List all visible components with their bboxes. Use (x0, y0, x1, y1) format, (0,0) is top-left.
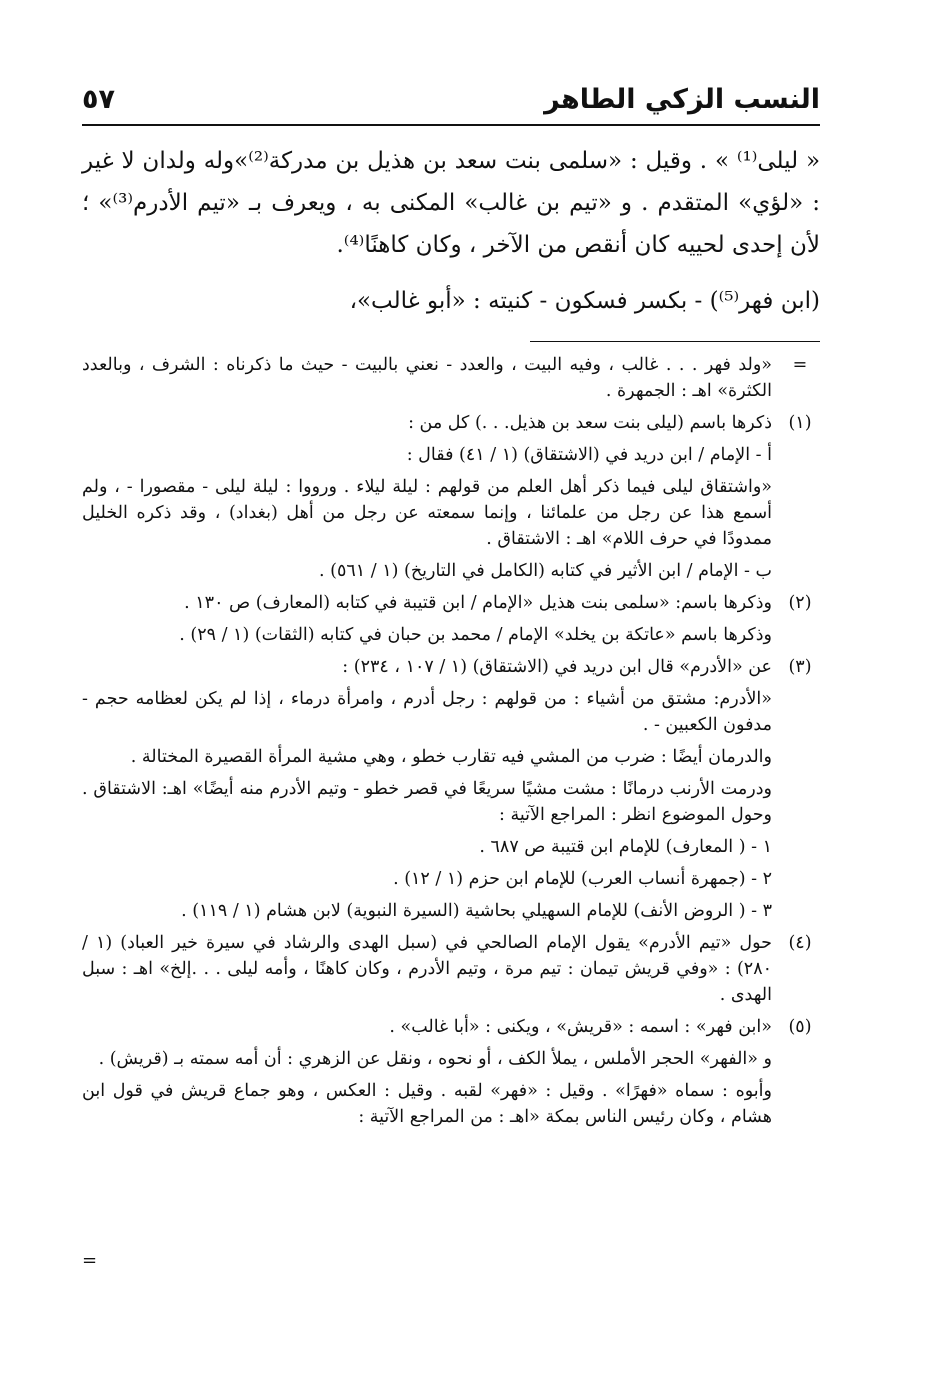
footnote-marker: (٥) (788, 1017, 812, 1037)
footnote-3 (82, 654, 820, 924)
footnote-continuation (82, 352, 820, 404)
main-paragraph-ibn-fihr: (ابن فهر⁽⁵⁾) - بكسر فسكون - كنيته : «أبو غالب»، (349, 288, 820, 314)
footnote-line: و «الفهر» الحجر الأملس ، يملأ الكف ، أو نحوه ، ونقل عن الزهري : أن أمه سمته بـ (قريش) . (98, 1049, 772, 1069)
footnote-marker: (١) (788, 413, 812, 433)
footnote-line: أ - الإمام / ابن دريد في (الاشتقاق) (١ / ٤١) فقال : (406, 445, 772, 465)
footnote-marker: = (792, 355, 808, 375)
footnote-line: والدرمان أيضًا : ضرب من المشي فيه تقارب خطو ، وهي مشية المرأة القصيرة المختالة . (130, 747, 772, 767)
continuation-mark: = (82, 1250, 98, 1271)
footnote-marker: (٢) (788, 593, 812, 613)
footnote-line: ذكرها باسم (ليلى بنت سعد بن هذيل. . .) كل من : (408, 413, 772, 433)
page-header (82, 82, 820, 126)
footnote-line: ودرمت الأرنب درمانًا : مشت مشيًا سريعًا في قصر خطو - وتيم الأدرم منه أيضًا» اهـ: الاشتقاق . وحول الموضوع انظر : المراجع الآتية : (82, 779, 772, 825)
running-title: النسب الزكي الطاهر (544, 84, 820, 115)
footnote-marker: (٣) (788, 657, 812, 677)
footnote-line: ٣ - ( الروض الأنف) للإمام السهيلي بحاشية (السيرة النبوية) لابن هشام (١ / ١١٩) . (181, 901, 772, 921)
footnote-line: «ولد فهر . . . غالب ، وفيه البيت ، والعدد - نعني بالبيت - حيث ما ذكرناه : الشرف ، وبالعدد الكثرة» اهـ : الجمهرة . (82, 355, 772, 401)
footnote-line: ب - الإمام / ابن الأثير في كتابه (الكامل في التاريخ) (١ / ٥٦١) . (319, 561, 772, 581)
footnote-line: وذكرها باسم: «سلمى بنت هذيل «الإمام / ابن قتيبة في كتابه (المعارف) ص ١٣٠ . (184, 593, 772, 613)
footnote-4 (82, 930, 820, 1008)
main-paragraph: « ليلى⁽¹⁾ » . وقيل : «سلمى بنت سعد بن هذيل بن مدركة⁽²⁾»وله ولدان لا غير : «لؤي» المتقدم . و «تيم بن غالب» المكنى به ، ويعرف بـ «تيم الأدرم⁽³⁾» ؛ لأن إحدى لحييه كان أنقص من الآخر ، وكان كاهنًا⁽⁴⁾. (82, 148, 821, 258)
page-number: ٥٧ (82, 84, 115, 115)
footnote-line: ٢ - (جمهرة أنساب العرب) للإمام ابن حزم (١ / ١٢) . (393, 869, 772, 889)
footnote-line: وأبوه : سماه «فهرًا» . وقيل : «فهر» لقبه . وقيل : العكس ، وهو جماع قريش في قول ابن هشام ، وكان رئيس الناس بمكة «اهـ : من المراجع الآتية : (82, 1081, 772, 1127)
footnote-line: «واشتقاق ليلى فيما ذكر أهل العلم من قولهم : ليلة ليلاء . ورووا : ليلة ليلى - مقصورا - ، ولم أسمع هذا عن رجل من علمائنا ، وإنما سمعته عن رجل من أهل (بغداد) ، وقد ذكره الخليل ممدودًا في حرف اللام» اهـ : الاشتقاق . (82, 477, 772, 549)
footnote-line: «الأدرم: مشتق من أشياء : من قولهم : رجل أدرم ، وامرأة درماء ، إذا لم يكن لعظامه حجم - مدفون الكعبين - . (82, 689, 772, 735)
main-text (82, 140, 820, 322)
footnote-line: عن «الأدرم» قال ابن دريد في (الاشتقاق) (١ / ١٠٧ ، ٢٣٤) : (342, 657, 772, 677)
footnote-1 (82, 410, 820, 584)
footnote-line: «ابن فهر» : اسمه : «قريش» ، ويكنى : «أبا غالب» . (389, 1017, 772, 1037)
footnote-5 (82, 1014, 820, 1130)
footnotes (82, 352, 820, 1136)
footnote-separator (530, 341, 820, 342)
footnote-2 (82, 590, 820, 648)
footnote-line: حول «تيم الأدرم» يقول الإمام الصالحي في (سبل الهدى والرشاد في سيرة خير العباد) (١ / ٢٨٠) : «وفي قريش تيمان : تيم مرة ، وتيم الأدرم ، وكان كاهنًا ، وأمه ليلى . . .إلخ» اهـ : سبل الهدى . (82, 933, 772, 1005)
footnote-marker: (٤) (788, 933, 812, 953)
footnote-line: وذكرها باسم «عاتكة بن يخلد» الإمام / محمد بن حبان في كتابه (الثقات) (١ / ٢٩) . (179, 625, 772, 645)
footnote-line: ١ - ( المعارف) للإمام ابن قتيبة ص ٦٨٧ . (479, 837, 772, 857)
